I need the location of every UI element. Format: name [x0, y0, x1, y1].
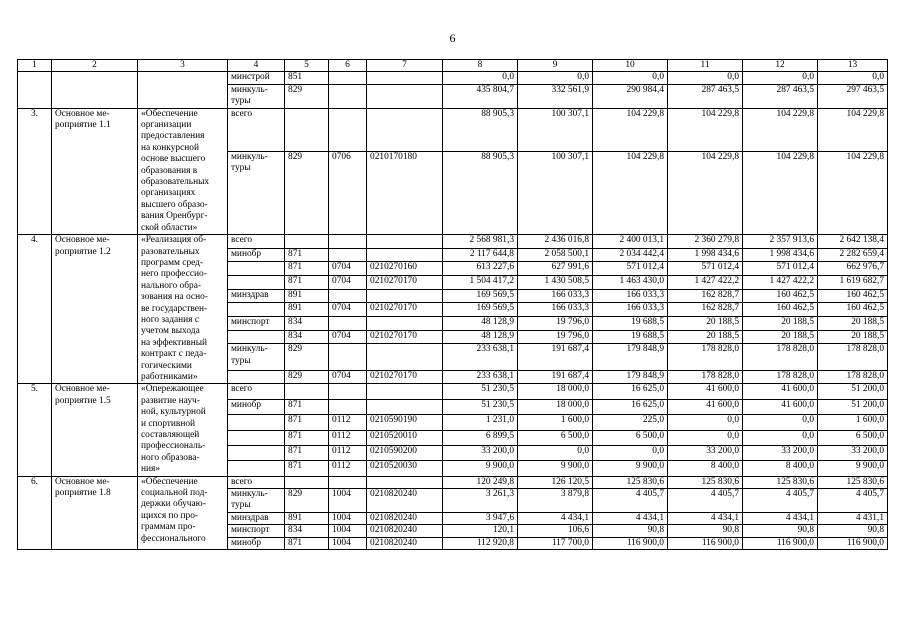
empty-number-cell [18, 72, 52, 108]
empty-description-cell [138, 72, 228, 108]
section-cell [329, 317, 367, 331]
amount-cell: 0,0 [518, 72, 593, 84]
amount-cell: 332 561,9 [518, 84, 593, 108]
amount-cell: 4 405,7 [818, 489, 888, 513]
amount-cell: 48 128,9 [443, 317, 518, 331]
org-cell [228, 430, 285, 445]
code-cell: 871 [285, 276, 329, 290]
org-cell: минкуль- туры [228, 84, 285, 108]
amount-cell: 166 033,3 [518, 303, 593, 317]
section-cell [329, 235, 367, 249]
amount-cell: 178 828,0 [743, 344, 818, 370]
code-cell: 829 [285, 489, 329, 513]
code-cell: 891 [285, 512, 329, 524]
amount-cell: 233 638,1 [443, 370, 518, 384]
amount-cell: 20 188,5 [818, 317, 888, 331]
target-article-cell: 0210590190 [367, 415, 443, 430]
header-row [18, 60, 888, 72]
amount-cell: 125 830,6 [743, 476, 818, 488]
amount-cell: 0,0 [743, 430, 818, 445]
amount-cell: 160 462,5 [743, 303, 818, 317]
section-cell: 1004 [329, 489, 367, 513]
amount-cell: 116 900,0 [593, 537, 668, 549]
code-cell: 871 [285, 537, 329, 549]
amount-cell: 18 000,0 [518, 384, 593, 399]
target-article-cell [367, 399, 443, 414]
target-article-cell [367, 476, 443, 488]
amount-cell: 33 200,0 [818, 445, 888, 460]
amount-cell: 6 899,5 [443, 430, 518, 445]
column-header: 1 [18, 60, 52, 72]
target-article-cell [367, 384, 443, 399]
amount-cell: 287 463,5 [668, 84, 743, 108]
org-cell [228, 330, 285, 344]
amount-cell: 90,8 [743, 525, 818, 537]
amount-cell: 178 828,0 [818, 344, 888, 370]
target-article-cell [367, 72, 443, 84]
amount-cell: 169 569,5 [443, 303, 518, 317]
column-header: 11 [668, 60, 743, 72]
amount-cell: 41 600,0 [668, 384, 743, 399]
section-cell [329, 72, 367, 84]
target-article-cell: 0210820240 [367, 512, 443, 524]
amount-cell: 166 033,3 [593, 289, 668, 303]
amount-cell: 88 905,3 [443, 108, 518, 151]
amount-cell: 4 405,7 [743, 489, 818, 513]
target-article-cell [367, 317, 443, 331]
section-cell: 0112 [329, 445, 367, 460]
amount-cell: 4 434,1 [593, 512, 668, 524]
amount-cell: 1 463 430,0 [593, 276, 668, 290]
amount-cell: 0,0 [743, 415, 818, 430]
amount-cell: 9 900,0 [518, 461, 593, 476]
amount-cell: 106,6 [518, 525, 593, 537]
amount-cell: 0,0 [443, 72, 518, 84]
code-cell: 834 [285, 317, 329, 331]
org-cell: минкуль- туры [228, 344, 285, 370]
amount-cell: 297 463,5 [818, 84, 888, 108]
amount-cell: 2 400 013,1 [593, 235, 668, 249]
org-cell: минобр [228, 537, 285, 549]
amount-cell: 19 796,0 [518, 330, 593, 344]
amount-cell: 41 600,0 [743, 384, 818, 399]
column-header: 4 [228, 60, 285, 72]
amount-cell: 571 012,4 [668, 262, 743, 276]
amount-cell: 0,0 [593, 72, 668, 84]
amount-cell: 104 229,8 [668, 108, 743, 151]
amount-cell: 3 261,3 [443, 489, 518, 513]
amount-cell: 1 600,0 [518, 415, 593, 430]
amount-cell: 90,8 [668, 525, 743, 537]
column-header: 6 [329, 60, 367, 72]
amount-cell: 627 991,6 [518, 262, 593, 276]
org-cell: всего [228, 476, 285, 488]
section-cell: 1004 [329, 525, 367, 537]
section-cell: 0112 [329, 415, 367, 430]
amount-cell: 1 619 682,7 [818, 276, 888, 290]
org-cell: минобр [228, 248, 285, 262]
amount-cell: 4 434,1 [668, 512, 743, 524]
amount-cell: 51 230,5 [443, 399, 518, 414]
measure-name: Основное ме- роприятие 1.2 [52, 235, 138, 384]
amount-cell: 104 229,8 [593, 151, 668, 234]
org-cell: всего [228, 235, 285, 249]
target-article-cell: 0210820240 [367, 525, 443, 537]
table-row [18, 235, 888, 249]
amount-cell: 18 000,0 [518, 399, 593, 414]
org-cell: минкуль- туры [228, 151, 285, 234]
section-cell [329, 384, 367, 399]
item-number: 6. [18, 476, 52, 549]
org-cell [228, 303, 285, 317]
column-header: 7 [367, 60, 443, 72]
column-header: 5 [285, 60, 329, 72]
amount-cell: 104 229,8 [743, 108, 818, 151]
table-row [18, 72, 888, 84]
org-cell [228, 262, 285, 276]
amount-cell: 19 796,0 [518, 317, 593, 331]
amount-cell: 179 848,9 [593, 370, 668, 384]
measure-description: «Опережающее развитие науч- ной, культурной и спортивной составляющей профессиональ- ного образова- ния» [138, 384, 228, 476]
amount-cell: 0,0 [593, 445, 668, 460]
item-number: 3. [18, 108, 52, 234]
org-cell [228, 415, 285, 430]
amount-cell: 1 231,0 [443, 415, 518, 430]
amount-cell: 33 200,0 [668, 445, 743, 460]
table-row [18, 476, 888, 488]
amount-cell: 19 688,5 [593, 330, 668, 344]
amount-cell: 233 638,1 [443, 344, 518, 370]
amount-cell: 0,0 [818, 72, 888, 84]
column-header: 9 [518, 60, 593, 72]
measure-name: Основное ме- роприятие 1.5 [52, 384, 138, 476]
empty-name-cell [52, 72, 138, 108]
amount-cell: 120,1 [443, 525, 518, 537]
code-cell: 829 [285, 84, 329, 108]
org-cell [228, 276, 285, 290]
target-article-cell: 0210520030 [367, 461, 443, 476]
amount-cell: 2 034 442,4 [593, 248, 668, 262]
org-cell [228, 370, 285, 384]
org-cell: всего [228, 108, 285, 151]
item-number: 4. [18, 235, 52, 384]
measure-name: Основное ме- роприятие 1.1 [52, 108, 138, 234]
amount-cell: 1 998 434,6 [668, 248, 743, 262]
code-cell [285, 108, 329, 151]
section-cell [329, 399, 367, 414]
target-article-cell: 0210270170 [367, 303, 443, 317]
amount-cell: 169 569,5 [443, 289, 518, 303]
amount-cell: 225,0 [593, 415, 668, 430]
org-cell: минздрав [228, 512, 285, 524]
amount-cell: 0,0 [668, 72, 743, 84]
amount-cell: 126 120,5 [518, 476, 593, 488]
table-row [18, 108, 888, 151]
amount-cell: 2 117 644,8 [443, 248, 518, 262]
measure-description: «Обеспечение социальной под- держки обучаю- щихся по про- граммам про- фессионального [138, 476, 228, 549]
amount-cell: 100 307,1 [518, 151, 593, 234]
code-cell: 829 [285, 370, 329, 384]
section-cell: 0704 [329, 330, 367, 344]
amount-cell: 9 900,0 [593, 461, 668, 476]
amount-cell: 33 200,0 [743, 445, 818, 460]
table-row [18, 384, 888, 399]
code-cell: 871 [285, 415, 329, 430]
amount-cell: 287 463,5 [743, 84, 818, 108]
amount-cell: 0,0 [743, 72, 818, 84]
target-article-cell: 0210270170 [367, 276, 443, 290]
code-cell [285, 384, 329, 399]
amount-cell: 125 830,6 [593, 476, 668, 488]
target-article-cell: 0210270170 [367, 370, 443, 384]
amount-cell: 4 405,7 [593, 489, 668, 513]
code-cell: 871 [285, 248, 329, 262]
amount-cell: 160 462,5 [743, 289, 818, 303]
amount-cell: 112 920,8 [443, 537, 518, 549]
section-cell [329, 289, 367, 303]
section-cell: 1004 [329, 537, 367, 549]
column-header: 13 [818, 60, 888, 72]
section-cell [329, 476, 367, 488]
code-cell: 829 [285, 344, 329, 370]
target-article-cell [367, 344, 443, 370]
org-cell [228, 461, 285, 476]
amount-cell: 162 828,7 [668, 289, 743, 303]
amount-cell: 178 828,0 [743, 370, 818, 384]
item-number: 5. [18, 384, 52, 476]
org-cell: минспорт [228, 525, 285, 537]
section-cell: 0112 [329, 461, 367, 476]
amount-cell: 20 188,5 [668, 330, 743, 344]
amount-cell: 3 879,8 [518, 489, 593, 513]
amount-cell: 88 905,3 [443, 151, 518, 234]
column-header: 8 [443, 60, 518, 72]
measure-name: Основное ме- роприятие 1.8 [52, 476, 138, 549]
section-cell: 0704 [329, 303, 367, 317]
column-header: 3 [138, 60, 228, 72]
amount-cell: 100 307,1 [518, 108, 593, 151]
section-cell: 0112 [329, 430, 367, 445]
target-article-cell: 0210590200 [367, 445, 443, 460]
target-article-cell: 0210270160 [367, 262, 443, 276]
amount-cell: 166 033,3 [593, 303, 668, 317]
target-article-cell [367, 235, 443, 249]
amount-cell: 20 188,5 [818, 330, 888, 344]
amount-cell: 6 500,0 [818, 430, 888, 445]
amount-cell: 90,8 [593, 525, 668, 537]
measure-description: «Реализация об- разовательных программ сред- него профессио- нального обра- зования на осно- ве государствен- ного задания с учетом выхода на эффективный контракт с педа- гогическими работниками» [138, 235, 228, 384]
amount-cell: 104 229,8 [818, 108, 888, 151]
amount-cell: 120 249,8 [443, 476, 518, 488]
amount-cell: 41 600,0 [743, 399, 818, 414]
target-article-cell [367, 289, 443, 303]
amount-cell: 160 462,5 [818, 303, 888, 317]
amount-cell: 116 900,0 [743, 537, 818, 549]
amount-cell: 4 434,1 [518, 512, 593, 524]
section-cell: 0704 [329, 262, 367, 276]
amount-cell: 116 900,0 [668, 537, 743, 549]
code-cell: 891 [285, 289, 329, 303]
code-cell: 871 [285, 262, 329, 276]
section-cell: 1004 [329, 512, 367, 524]
amount-cell: 1 600,0 [818, 415, 888, 430]
target-article-cell [367, 84, 443, 108]
amount-cell: 1 430 508,5 [518, 276, 593, 290]
amount-cell: 125 830,6 [818, 476, 888, 488]
measure-description: «Обеспечение организации предоставления на конкурсной основе высшего образования в образовательных организациях высшего образо- вания Оренбург- ской области» [138, 108, 228, 234]
amount-cell: 166 033,3 [518, 289, 593, 303]
amount-cell: 290 984,4 [593, 84, 668, 108]
amount-cell: 6 500,0 [518, 430, 593, 445]
column-header: 10 [593, 60, 668, 72]
amount-cell: 116 900,0 [818, 537, 888, 549]
amount-cell: 571 012,4 [743, 262, 818, 276]
target-article-cell: 0210170180 [367, 151, 443, 234]
amount-cell: 20 188,5 [668, 317, 743, 331]
amount-cell: 8 400,0 [668, 461, 743, 476]
amount-cell: 51 230,5 [443, 384, 518, 399]
section-cell [329, 248, 367, 262]
amount-cell: 662 976,7 [818, 262, 888, 276]
amount-cell: 51 200,0 [818, 399, 888, 414]
target-article-cell: 0210520010 [367, 430, 443, 445]
budget-table [17, 59, 888, 550]
code-cell: 851 [285, 72, 329, 84]
org-cell: минкуль- туры [228, 489, 285, 513]
table-body [18, 60, 888, 550]
amount-cell: 191 687,4 [518, 370, 593, 384]
amount-cell: 2 058 500,1 [518, 248, 593, 262]
amount-cell: 6 500,0 [593, 430, 668, 445]
code-cell [285, 476, 329, 488]
section-cell: 0704 [329, 276, 367, 290]
amount-cell: 2 360 279,8 [668, 235, 743, 249]
target-article-cell: 0210820240 [367, 489, 443, 513]
amount-cell: 178 828,0 [668, 344, 743, 370]
amount-cell: 2 642 138,4 [818, 235, 888, 249]
amount-cell: 20 188,5 [743, 317, 818, 331]
amount-cell: 16 625,0 [593, 384, 668, 399]
section-cell [329, 344, 367, 370]
target-article-cell [367, 248, 443, 262]
target-article-cell: 0210820240 [367, 537, 443, 549]
code-cell: 829 [285, 151, 329, 234]
amount-cell: 0,0 [668, 430, 743, 445]
amount-cell: 0,0 [668, 415, 743, 430]
amount-cell: 4 405,7 [668, 489, 743, 513]
amount-cell: 1 427 422,2 [743, 276, 818, 290]
amount-cell: 125 830,6 [668, 476, 743, 488]
page-number: 6 [449, 31, 456, 45]
org-cell [228, 445, 285, 460]
amount-cell: 2 357 913,6 [743, 235, 818, 249]
org-cell: минспорт [228, 317, 285, 331]
column-header: 12 [743, 60, 818, 72]
section-cell: 0706 [329, 151, 367, 234]
code-cell [285, 235, 329, 249]
amount-cell: 19 688,5 [593, 317, 668, 331]
amount-cell: 162 828,7 [668, 303, 743, 317]
target-article-cell [367, 108, 443, 151]
amount-cell: 4 434,1 [743, 512, 818, 524]
amount-cell: 1 998 434,6 [743, 248, 818, 262]
amount-cell: 571 012,4 [593, 262, 668, 276]
amount-cell: 90,8 [818, 525, 888, 537]
amount-cell: 1 427 422,2 [668, 276, 743, 290]
amount-cell: 191 687,4 [518, 344, 593, 370]
org-cell: минстрой [228, 72, 285, 84]
amount-cell: 178 828,0 [818, 370, 888, 384]
section-cell [329, 84, 367, 108]
amount-cell: 20 188,5 [743, 330, 818, 344]
amount-cell: 179 848,9 [593, 344, 668, 370]
amount-cell: 104 229,8 [668, 151, 743, 234]
amount-cell: 33 200,0 [443, 445, 518, 460]
amount-cell: 160 462,5 [818, 289, 888, 303]
amount-cell: 48 128,9 [443, 330, 518, 344]
amount-cell: 104 229,8 [818, 151, 888, 234]
target-article-cell: 0210270170 [367, 330, 443, 344]
amount-cell: 0,0 [518, 445, 593, 460]
code-cell: 871 [285, 430, 329, 445]
amount-cell: 104 229,8 [593, 108, 668, 151]
code-cell: 871 [285, 445, 329, 460]
column-header: 2 [52, 60, 138, 72]
org-cell: минздрав [228, 289, 285, 303]
amount-cell: 117 700,0 [518, 537, 593, 549]
code-cell: 834 [285, 525, 329, 537]
amount-cell: 8 400,0 [743, 461, 818, 476]
amount-cell: 2 282 659,4 [818, 248, 888, 262]
code-cell: 871 [285, 461, 329, 476]
amount-cell: 3 947,6 [443, 512, 518, 524]
section-cell [329, 108, 367, 151]
amount-cell: 1 504 417,2 [443, 276, 518, 290]
amount-cell: 2 568 981,3 [443, 235, 518, 249]
amount-cell: 51 200,0 [818, 384, 888, 399]
amount-cell: 9 900,0 [443, 461, 518, 476]
code-cell: 871 [285, 399, 329, 414]
amount-cell: 9 900,0 [818, 461, 888, 476]
org-cell: минобр [228, 399, 285, 414]
code-cell: 834 [285, 330, 329, 344]
amount-cell: 4 431,1 [818, 512, 888, 524]
org-cell: всего [228, 384, 285, 399]
code-cell: 891 [285, 303, 329, 317]
amount-cell: 41 600,0 [668, 399, 743, 414]
amount-cell: 435 804,7 [443, 84, 518, 108]
section-cell: 0704 [329, 370, 367, 384]
amount-cell: 178 828,0 [668, 370, 743, 384]
amount-cell: 2 436 016,8 [518, 235, 593, 249]
amount-cell: 16 625,0 [593, 399, 668, 414]
amount-cell: 613 227,6 [443, 262, 518, 276]
amount-cell: 104 229,8 [743, 151, 818, 234]
